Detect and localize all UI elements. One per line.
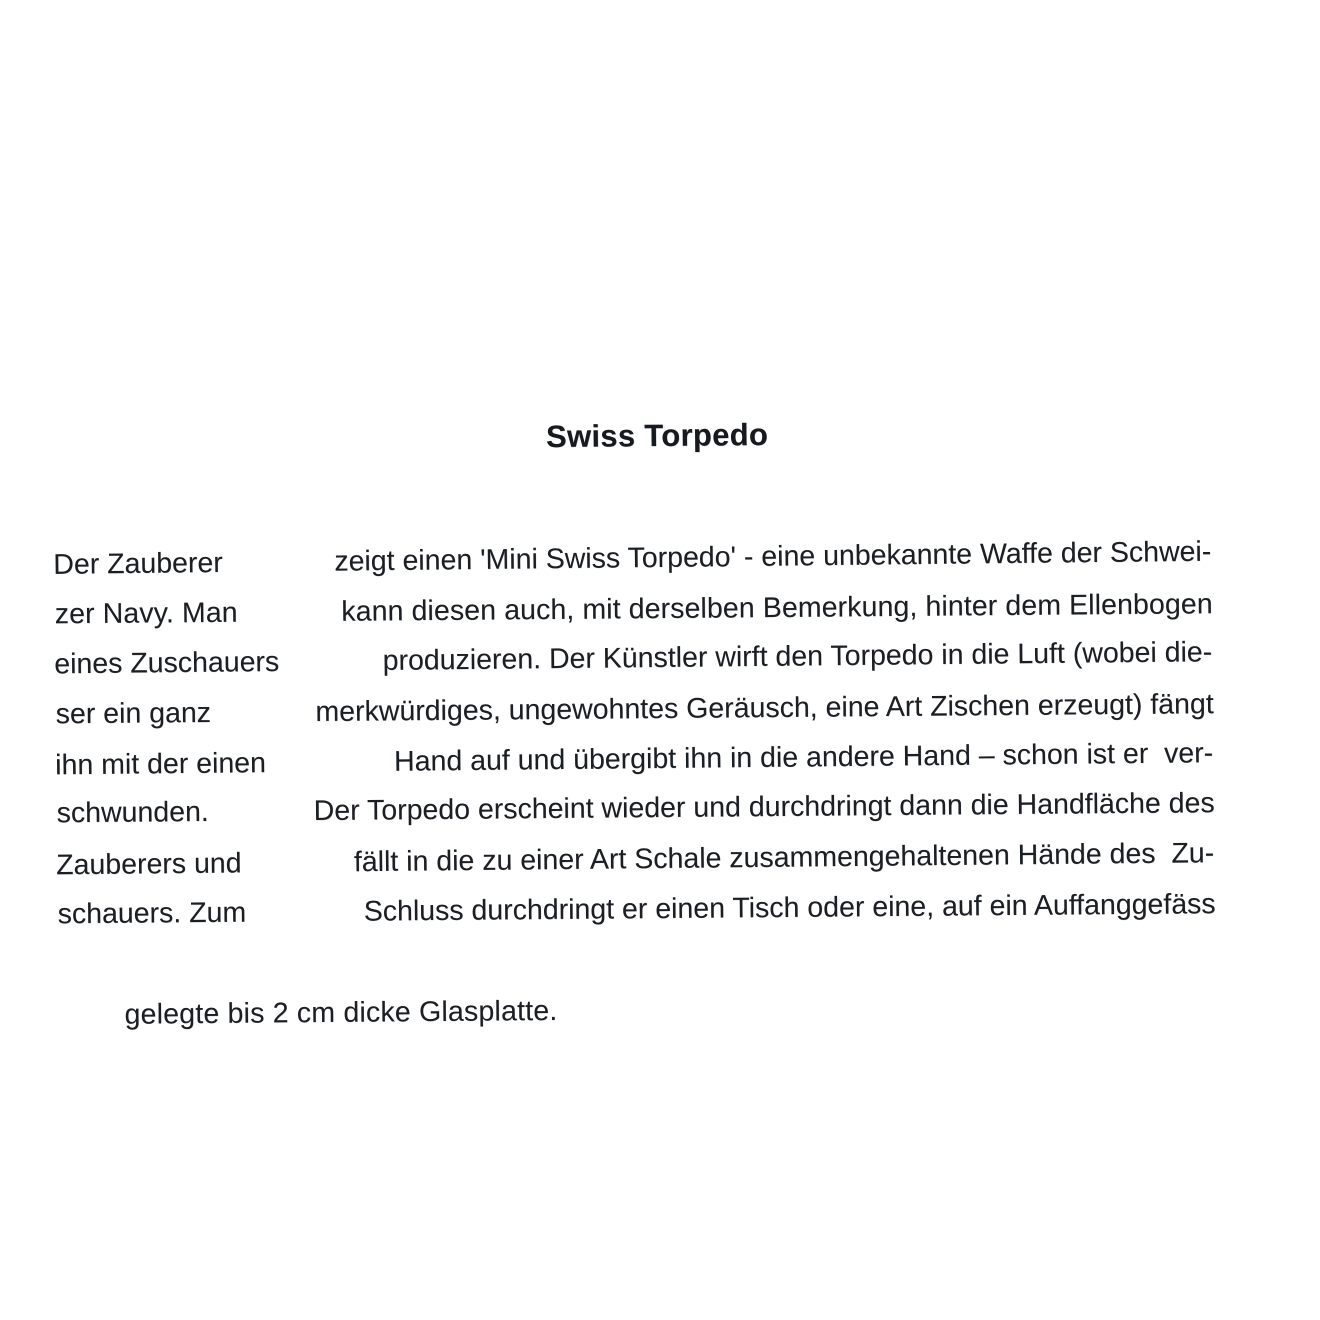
text-line-segment: schauers. Zum bbox=[57, 896, 255, 931]
text-line-segment: ser ein ganz bbox=[55, 696, 220, 731]
text-line-segment: fällt in die zu einer Art Schale zusammengehaltenen Hände des Zu- bbox=[353, 837, 1215, 879]
body-paragraph bbox=[53, 528, 1216, 1031]
text-line-segment: Hand auf und übergibt ihn in die andere Hand – schon ist er ver- bbox=[393, 737, 1214, 778]
text-line-segment: Schluss durchdringt er einen Tisch oder eine, auf ein Auffanggefäss bbox=[363, 888, 1216, 928]
text-line bbox=[57, 879, 1215, 939]
text-line-segment: merkwürdiges, ungewohntes Geräusch, eine Art Zischen erzeugt) fängt bbox=[315, 688, 1214, 729]
text-line-segment: dicke Glasplatte. bbox=[343, 994, 558, 1029]
text-line-segment: produzieren. Der Künstler wirft den Torpedo in die Luft (wobei die- bbox=[382, 636, 1213, 677]
text-line-segment: Zauberers und bbox=[56, 847, 250, 882]
text-line-segment: kann diesen auch, mit derselben Bemerkung, hinter dem Ellenbogen bbox=[341, 588, 1213, 628]
text-line-segment: gelegte bis 2 cm bbox=[124, 996, 344, 1031]
text-line-segment: Der Zauberer bbox=[53, 546, 231, 581]
text-line-segment: schwunden. bbox=[56, 795, 225, 830]
text-line-segment: zeigt einen 'Mini Swiss Torpedo' - eine unbekannte Waffe der Schwei- bbox=[334, 535, 1212, 578]
text-line-segment: eines Zuschauers bbox=[54, 645, 288, 681]
text-line-segment: zer Navy. Man bbox=[54, 596, 246, 631]
text-line-segment: Der Torpedo erscheint wieder und durchdringt dann die Handfläche des bbox=[313, 787, 1215, 828]
text-line-segment: ihn mit der einen bbox=[55, 747, 274, 782]
text-line bbox=[59, 930, 1217, 1031]
page-title: Swiss Torpedo bbox=[545, 416, 769, 455]
